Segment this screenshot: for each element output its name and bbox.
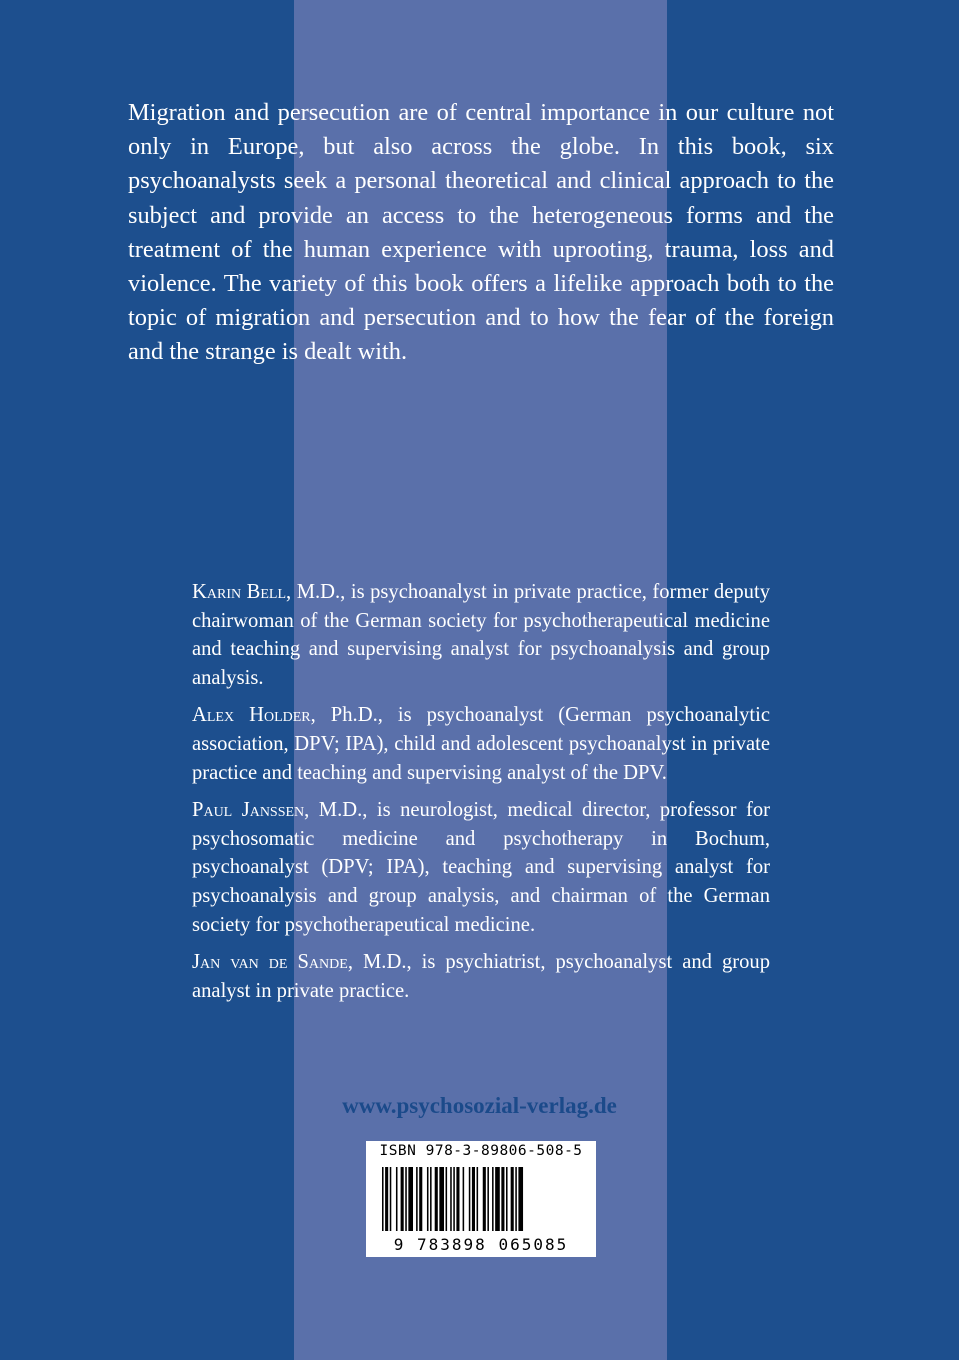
barcode-bar xyxy=(472,1167,475,1231)
barcode-bar xyxy=(515,1167,517,1231)
barcode-bar xyxy=(518,1167,523,1231)
barcode-bar xyxy=(492,1167,494,1231)
barcode-bar xyxy=(450,1167,452,1231)
barcode-bar xyxy=(427,1167,429,1231)
barcode-bar xyxy=(396,1167,398,1231)
isbn-barcode xyxy=(366,1141,596,1257)
author-name: Alex Holder xyxy=(192,704,311,727)
barcode-bar xyxy=(487,1167,489,1231)
barcode-bar xyxy=(446,1167,448,1231)
blurb-text: Migration and persecution are of central importance in our culture not only in Europe, but also across the globe. In this book, six psychoanalysts seek a personal theoretical and clinical approach to the subject and provide an access to the heterogeneous forms and the treatment of the human experience with uprooting, trauma, loss and violence. The variety of this book offers a lifelike approach both to the topic of migration and persecution and to how the fear of the foreign and the strange is dealt with. xyxy=(128,99,834,366)
barcode-bar xyxy=(405,1167,407,1231)
author-bio xyxy=(192,578,770,692)
author-description: , M.D., is psychiatrist, psychoanalyst and group analyst in private practice. xyxy=(192,951,770,1002)
ean-digits: 9 783898 065085 xyxy=(393,1235,569,1254)
author-name: Paul Janssen xyxy=(192,799,305,822)
author-bio xyxy=(192,796,770,939)
author-name: Karin Bell xyxy=(192,581,287,603)
barcode-bar xyxy=(453,1167,455,1231)
barcode-bar xyxy=(416,1167,418,1231)
barcode-bar xyxy=(430,1167,432,1231)
isbn-label: ISBN 978-3-89806-508-5 xyxy=(379,1143,583,1159)
barcode-bar xyxy=(408,1167,413,1231)
barcode-bar xyxy=(382,1167,384,1231)
author-bios xyxy=(192,578,770,1014)
barcode-bar xyxy=(469,1167,471,1231)
barcode-bar xyxy=(439,1167,444,1231)
author-description: , M.D., is neurologist, medical director, professor for psychosomatic medicine and psychotherapy in Bochum, psychoanalyst (DPV; IPA), teaching and supervising analyst for psychoanalysis and group analysis, and chairman of the German society for psychotherapeutical medicine. xyxy=(192,799,771,936)
barcode-bar xyxy=(390,1167,392,1231)
author-name: Jan van de Sande xyxy=(192,951,348,974)
publisher-website: www.psychosozial-verlag.de xyxy=(342,1093,617,1118)
barcode-bars xyxy=(376,1167,586,1233)
barcode-bar xyxy=(477,1167,479,1231)
author-description: , M.D., is psychoanalyst in private practice, former deputy chairwoman of the German society for psychotherapeutical medicine and teaching and supervising analyst for psychoanalysis and group analysis. xyxy=(192,581,770,689)
author-bio xyxy=(192,701,770,787)
barcode-bar xyxy=(419,1167,422,1231)
barcode-bar xyxy=(506,1167,508,1231)
author-description: , Ph.D., is psychoanalyst (German psychoanalytic association, DPV; IPA), child and adolescent psychoanalyst in private practice and teaching and supervising analyst of the DPV. xyxy=(192,704,770,784)
barcode-bar xyxy=(483,1167,486,1231)
barcode-bar xyxy=(401,1167,404,1231)
barcode-bar xyxy=(495,1167,500,1231)
barcode-bar xyxy=(501,1167,504,1231)
barcode-bar xyxy=(463,1167,465,1231)
barcode-bar xyxy=(511,1167,514,1231)
author-bio xyxy=(192,948,770,1005)
barcode-bar xyxy=(456,1167,459,1231)
barcode-bar xyxy=(435,1167,438,1231)
barcode-bar xyxy=(385,1167,388,1231)
